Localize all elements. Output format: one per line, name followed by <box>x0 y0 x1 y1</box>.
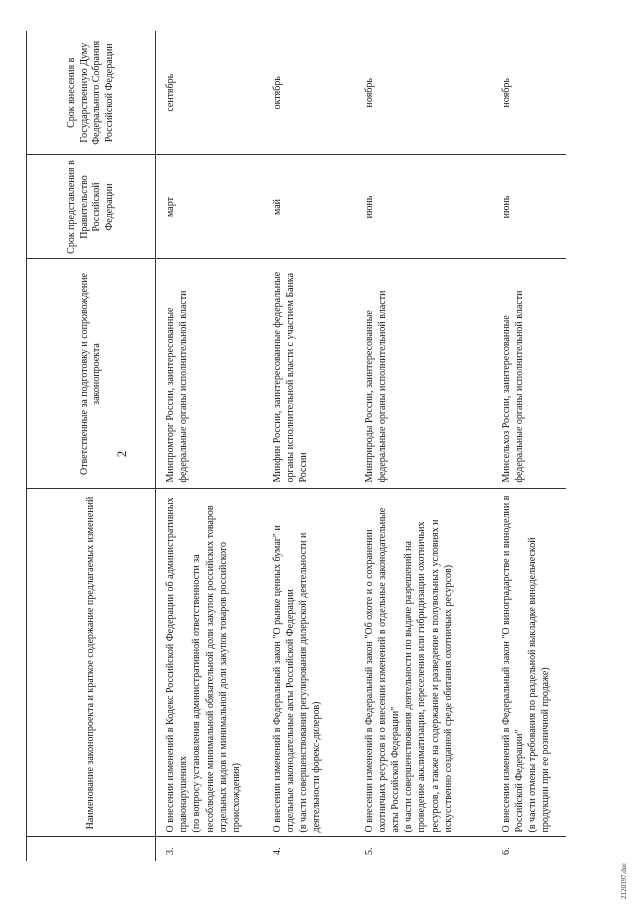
header-submission-deadline: Срок внесения в Государственную Думу Федерального Собрания Российской Федерации <box>27 31 156 155</box>
row-number: 4. <box>271 847 283 855</box>
row-number: 5. <box>363 847 375 855</box>
table-row <box>492 31 566 861</box>
page-number: 2 <box>114 450 129 458</box>
bill-note: (в части совершенствования регулирования дилерской деятельности и деятельности форекс-дилеров) <box>297 532 323 833</box>
responsible-bodies: Минфин России, заинтересованные федеральные органы исполнительной власти с участием Банка России <box>271 271 309 483</box>
responsible-bodies: Минприроды России, заинтересованные федеральные органы исполнительной власти <box>363 290 388 483</box>
responsible-bodies: Минпромторг России, заинтересованные федеральные органы исполнительной власти <box>165 290 190 483</box>
presentation-month: март <box>165 197 176 217</box>
bill-title: О внесении изменений в Федеральный закон "О виноградарстве и виноделии в Российской Федерации" <box>500 495 525 833</box>
header-presentation-deadline: Срок представления в Правительство Российской Федерации <box>27 155 156 259</box>
responsible-bodies: Минсельхоз России, заинтересованные федеральные органы исполнительной власти <box>500 290 525 483</box>
row-number: 6. <box>500 847 512 855</box>
bill-title: О внесении изменений в Кодекс Российской Федерации об административных правонарушениях <box>165 497 190 833</box>
header-responsible: Ответственные за подготовку и сопровождение законопроекта <box>27 259 156 489</box>
bill-title: О внесении изменений в Федеральный закон "О рынке ценных бумаг" и отдельные законодательные акты Российской Федерации <box>271 525 296 833</box>
row-number: 3. <box>165 847 176 855</box>
table-row <box>263 31 355 861</box>
table-row <box>156 31 263 861</box>
bill-note: (в части совершенствования деятельности по выдаче разрешений на проведение акклиматизации, переселения или гибридизации охотничьих ресурсов, а также на содержание и разведение в полувольных условиях и искусственно созданной среде обитания охотничьих ресурсов) <box>403 519 454 833</box>
submission-month: сентябрь <box>165 73 176 112</box>
table-row <box>355 31 492 861</box>
table-header-row <box>27 31 156 861</box>
bill-note: (по вопросу установления административной ответственности за несоблюдение минимальной обязательной доли закупок российских товаров отдельных видов и минимальной доли закупок товаров российского происхождения) <box>191 505 243 833</box>
header-name: Наименование законопроекта и краткое содержание предлагаемых изменений <box>27 489 156 837</box>
document-filename: 2120397.doc <box>620 862 628 899</box>
submission-month: октябрь <box>271 76 283 110</box>
legislation-plan-table <box>26 31 566 861</box>
presentation-month: июнь <box>500 195 512 219</box>
bill-title: О внесении изменений в Федеральный закон "Об охоте и о сохранении охотничьих ресурсов и о внесении изменений в отдельные законодательные акты Российской Федерации" <box>363 507 401 833</box>
header-number <box>27 837 156 861</box>
presentation-month: июнь <box>363 195 375 219</box>
bill-note: (в части отмены требования по раздельной выкладке винодельческой продукции при ее розничной продаже) <box>526 537 552 833</box>
presentation-month: май <box>271 198 283 216</box>
submission-month: ноябрь <box>500 78 512 108</box>
submission-month: ноябрь <box>363 78 375 108</box>
